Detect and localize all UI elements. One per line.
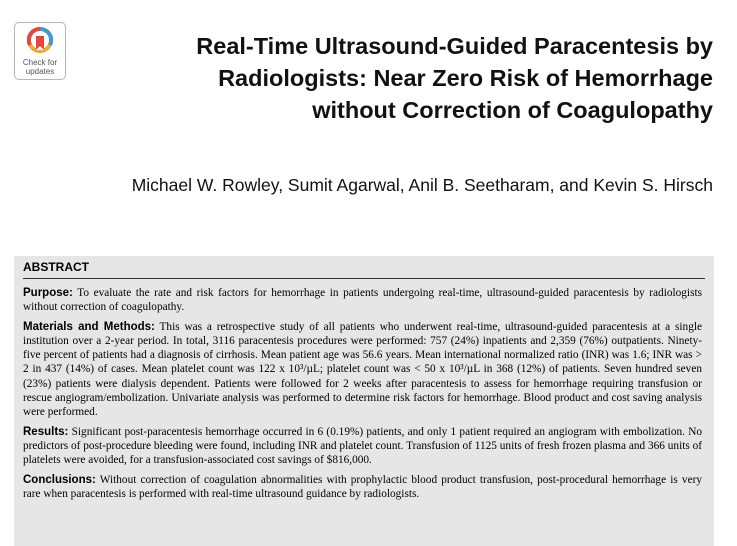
article-authors: Michael W. Rowley, Sumit Agarwal, Anil B. Seetharam, and Kevin S. Hirsch [131,175,713,195]
abstract-conclusions [23,473,702,502]
section-label: Purpose: [23,287,73,299]
check-for-updates-label: Check for updates [22,58,58,76]
article-title: Real-Time Ultrasound-Guided Paracentesis by Radiologists: Near Zero Risk of Hemorrhage without Correction of Coagulopathy [196,33,713,123]
section-label: Results: [23,425,69,438]
section-label: Conclusions: [23,473,96,486]
abstract-heading: ABSTRACT [23,260,89,274]
abstract-results [23,425,702,468]
section-text: To evaluate the rate and risk factors for hemorrhage in patients undergoing real-time, ultrasound-guided paracentesis by radiologists without correction of coagulopathy. [23,287,702,314]
abstract-box [14,256,714,546]
section-text: Significant post-paracentesis hemorrhage occurred in 6 (0.19%) patients, and only 1 patient required an angiogram with embolization. No predictors of post-procedure bleeding were found, including INR and platelet count. Transfusion of 1125 units of fresh frozen plasma and 366 units of platelets were avoided, for a transfusion-associated cost savings of $816,000. [23,425,702,467]
abstract-body [23,286,702,506]
abstract-purpose [23,286,702,315]
section-text: This was a retrospective study of all patients who underwent real-time, ultrasound-guided paracentesis at a single institution over a 2-year period. In total, 3116 paracentesis procedures were performed: 757 (24%) inpatients and 2,359 (76%) outpatients. Ninety-five percent of patients had a diagnosis of cirrhosis. Mean patient age was 56.6 years. Mean international normalized ratio (INR) was 1.6; INR was > 2 in 437 (14%) of cases. Mean platelet count was 122 x 10³/µL; platelet count was < 50 x 10³/µL in 368 (12%) of patients. Seven hundred seven (23%) patients were dialysis dependent. Patients were followed for 2 weeks after paracentesis to assess for hemorrhage requiring transfusion or rescue angiogram/embolization. Univariate analysis was performed to determine risk factors for hemorrhage. Blood product and cost saving analysis were performed. [23,320,702,419]
section-label: Materials and Methods: [23,320,155,333]
abstract-methods [23,320,702,420]
check-for-updates-badge[interactable] [14,22,66,80]
section-text: Without correction of coagulation abnormalities with prophylactic blood product transfusion, post-procedural hemorrhage is very rare when paracentesis is performed with real-time ultrasound guidance by radiologists. [23,473,702,500]
check-for-updates-icon [27,27,53,57]
abstract-divider [23,278,705,279]
